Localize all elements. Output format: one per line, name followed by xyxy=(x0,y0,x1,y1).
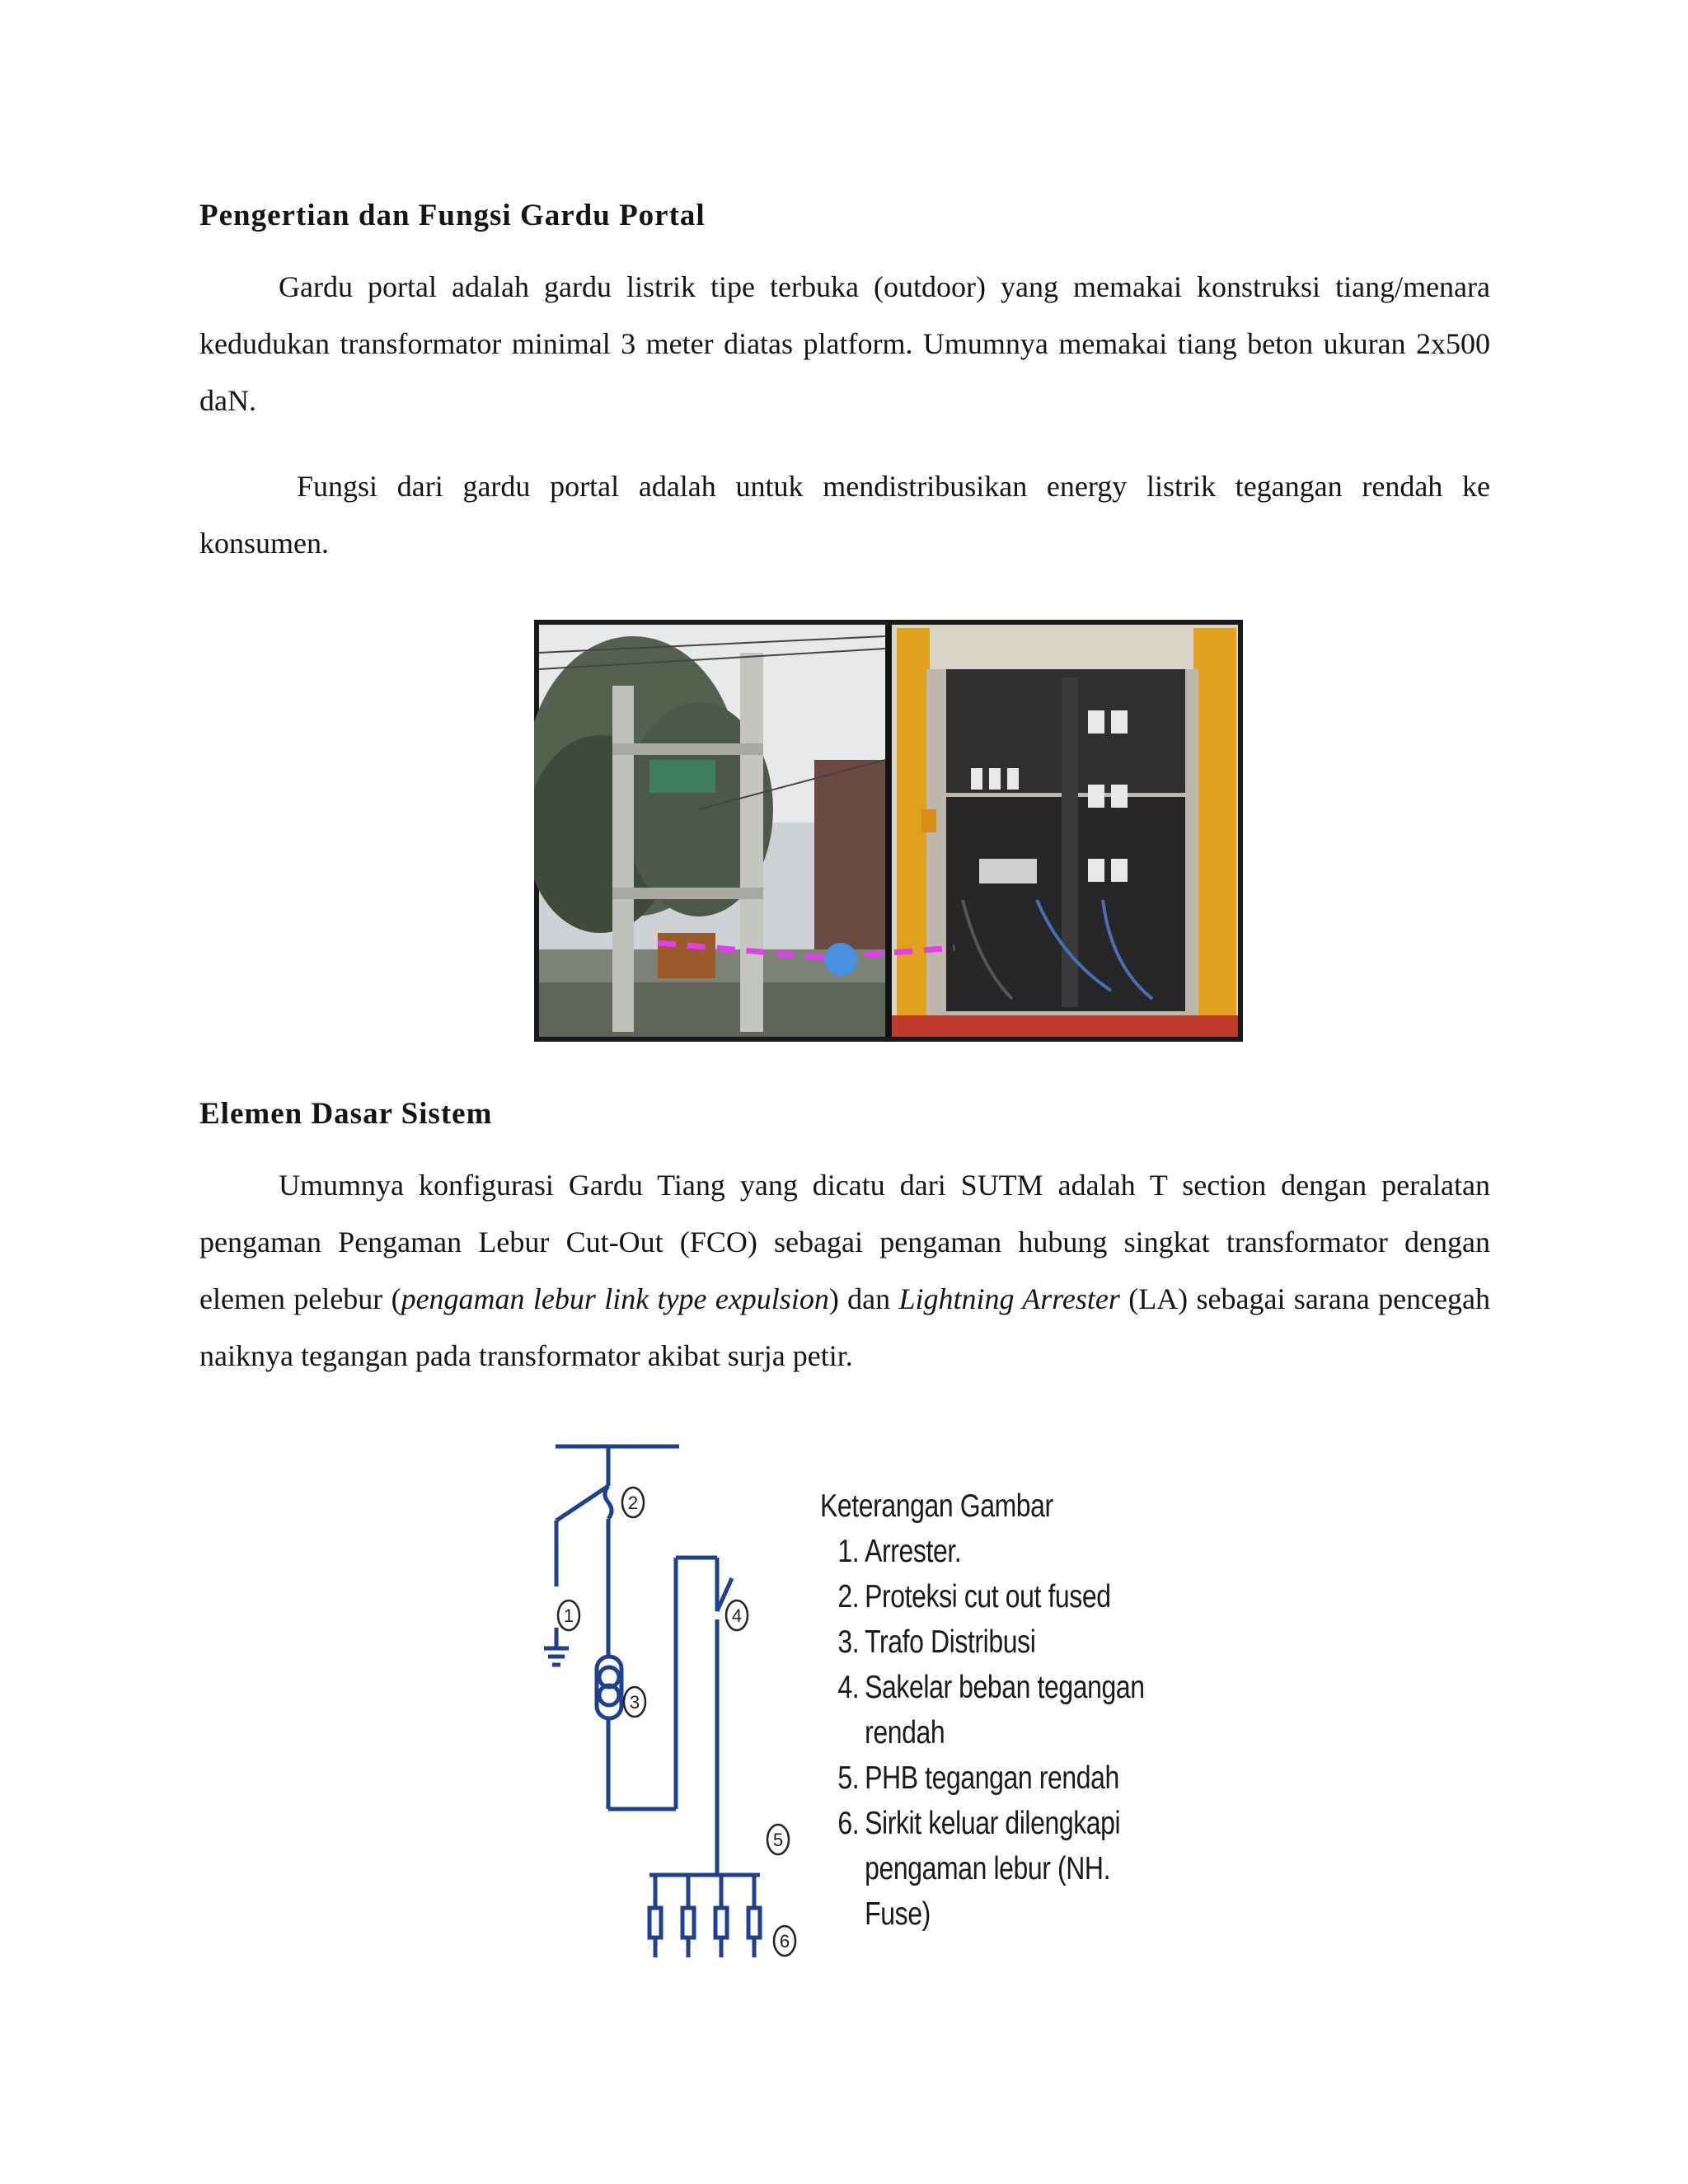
section-heading-gardu-portal: Pengertian dan Fungsi Gardu Portal xyxy=(199,199,706,232)
nh-fuse-3 xyxy=(715,1908,727,1938)
legend-item xyxy=(837,1574,1171,1619)
diagram-legend xyxy=(820,1483,1171,1937)
marker-5-label: 5 xyxy=(772,1830,784,1850)
legend-title: Keterangan Gambar xyxy=(820,1488,1053,1524)
legend-item-number: 4. xyxy=(837,1670,860,1705)
nh-fuse-2 xyxy=(682,1908,694,1938)
legend-item-number: 5. xyxy=(837,1760,860,1796)
gardu-portal-photo xyxy=(534,620,1243,1042)
legend-item-text: PHB tegangan rendah xyxy=(865,1760,1119,1796)
paragraph-italic-expulsion: pengaman lebur link type expulsion xyxy=(401,1282,829,1315)
paragraph-function xyxy=(199,458,1490,572)
legend-item-text: Sirkit keluar dilengkapi pengaman lebur (NH. Fuse) xyxy=(865,1806,1121,1932)
legend-item xyxy=(837,1755,1171,1801)
section-heading-elemen-dasar: Elemen Dasar Sistem xyxy=(199,1097,493,1131)
photo-left-pole-substation xyxy=(534,625,885,1037)
paragraph-elemen-dasar xyxy=(199,1157,1490,1385)
nh-fuse-4 xyxy=(748,1908,760,1938)
marker-1-label: 1 xyxy=(563,1605,574,1626)
legend-item xyxy=(837,1529,1171,1574)
legend-item-text: Arrester. xyxy=(865,1534,962,1569)
nh-fuse-1 xyxy=(649,1908,661,1938)
legend-item-text: Trafo Distribusi xyxy=(865,1624,1036,1660)
legend-item-number: 1. xyxy=(837,1534,860,1569)
marker-3-label: 3 xyxy=(629,1692,640,1713)
paragraph-italic-arrester: Lightning Arrester xyxy=(898,1282,1120,1315)
legend-list xyxy=(820,1529,1171,1937)
photo-right-lv-panel xyxy=(892,625,1238,1037)
marker-6-label: 6 xyxy=(779,1931,790,1952)
paragraph-elemen-dasar-part3: (LA) sebagai sarana pencegah naiknya tegangan pada transformator akibat surja petir. xyxy=(199,1282,1490,1372)
legend-item xyxy=(837,1665,1171,1755)
legend-item-text: Proteksi cut out fused xyxy=(865,1579,1111,1615)
marker-4-label: 4 xyxy=(731,1605,743,1626)
paragraph-definition-text: Gardu portal adalah gardu listrik tipe terbuka (outdoor) yang memakai konstruksi tiang/menara kedudukan transformator minimal 3 meter diatas platform. Umumnya memakai tiang beton ukuran 2x500 daN. xyxy=(199,270,1490,417)
paragraph-definition xyxy=(199,259,1490,429)
paragraph-elemen-dasar-part2: ) dan xyxy=(828,1282,899,1315)
legend-item xyxy=(837,1801,1171,1937)
legend-item-number: 2. xyxy=(837,1579,860,1615)
paragraph-function-text: Fungsi dari gardu portal adalah untuk mendistribusikan energy listrik tegangan rendah ke konsumen. xyxy=(199,470,1490,560)
legend-item xyxy=(837,1619,1171,1665)
cut-out-fuse-symbol xyxy=(605,1486,612,1519)
legend-item-number: 3. xyxy=(837,1624,860,1660)
legend-item-number: 6. xyxy=(837,1806,860,1841)
legend-item-text: Sakelar beban tegangan rendah xyxy=(865,1670,1145,1750)
marker-2-label: 2 xyxy=(627,1493,639,1513)
paragraph-elemen-dasar-part1: Umumnya konfigurasi Gardu Tiang yang dicatu dari SUTM adalah T section dengan peralatan pengaman Pengaman Lebur Cut-Out (FCO) sebagai pengaman hubung singkat transformator dengan elemen pelebur ( xyxy=(199,1169,1490,1315)
